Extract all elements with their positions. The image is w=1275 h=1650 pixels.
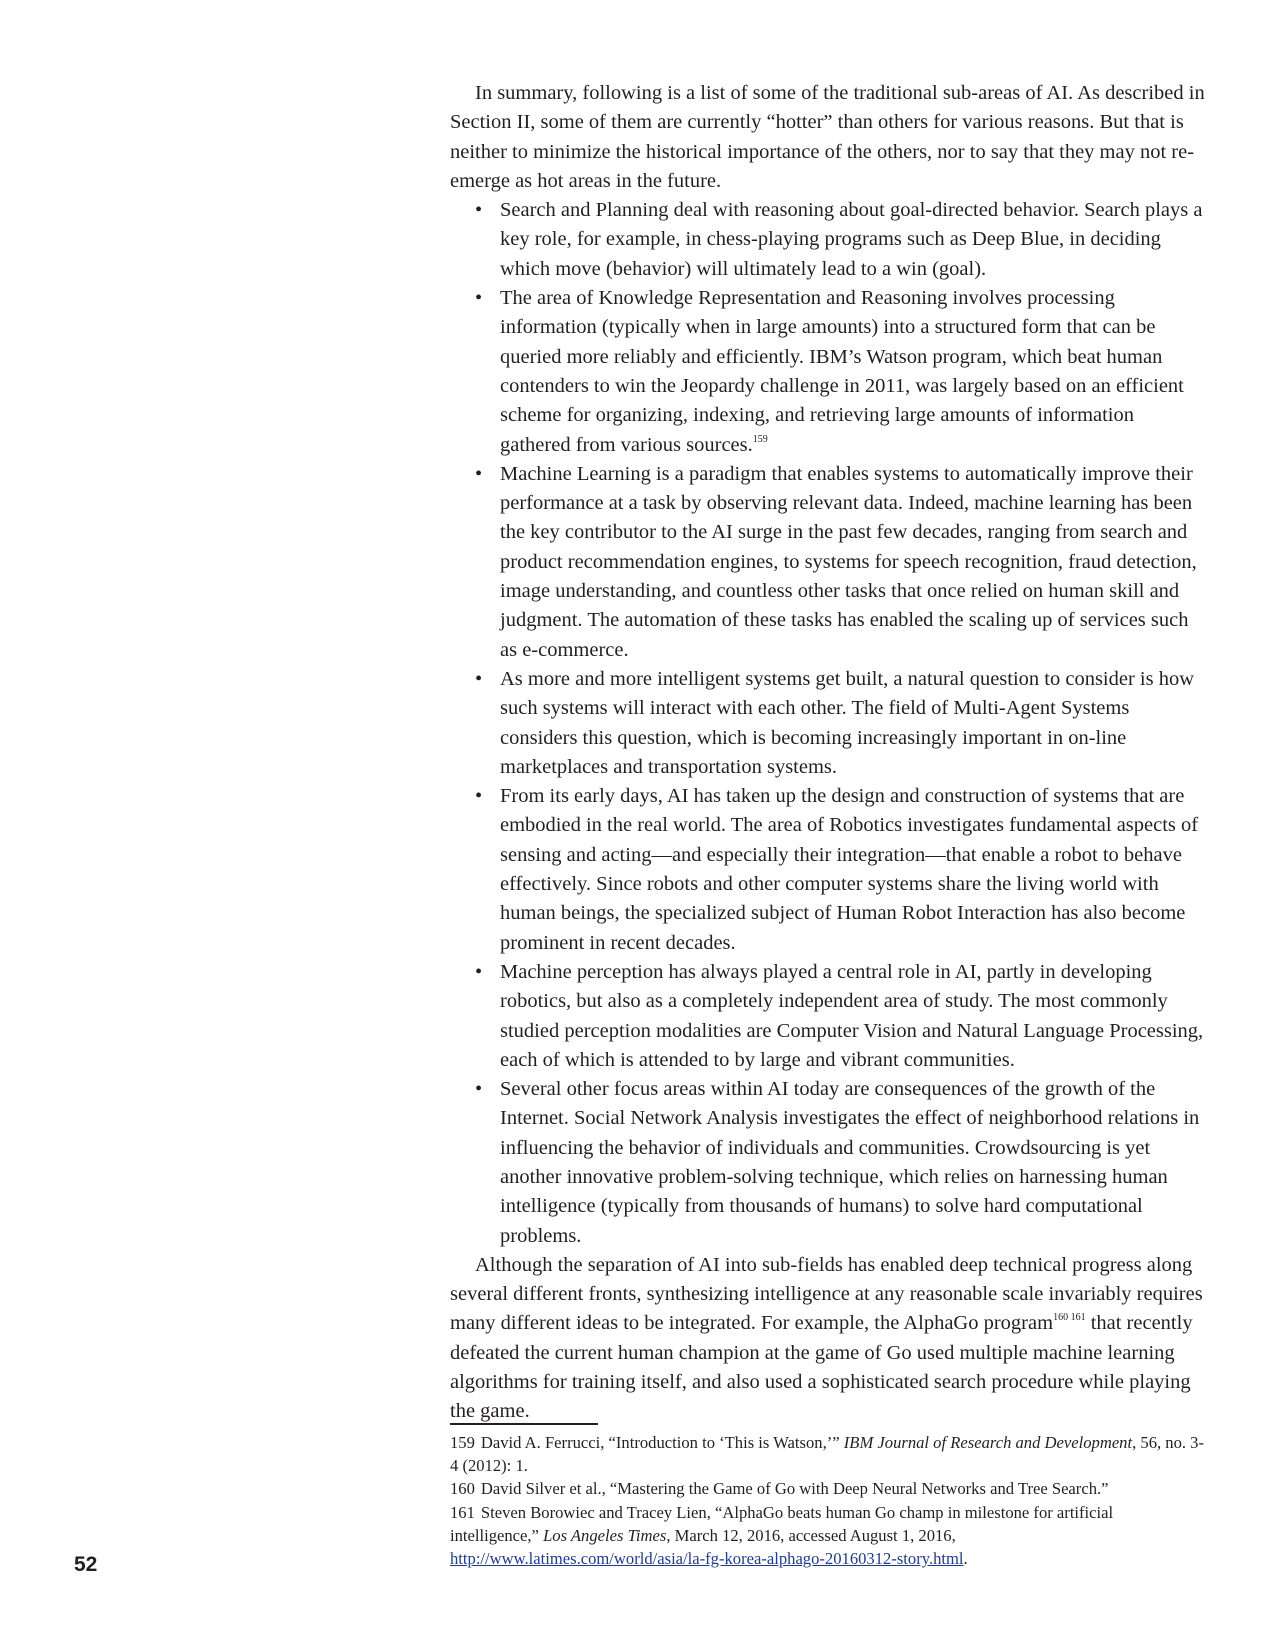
closing-text-end: that recently defeated the current human champion at the game of Go used multiple machine learning algorithms for training itself, and also used a sophisticated search procedure while playing the game. — [450, 1312, 1193, 1423]
list-item-text: From its early days, AI has taken up the design and construction of systems that are embodied in the real world. The area of Robotics investigates fundamental aspects of sensing and acting—and especially their integration—that enable a robot to behave effectively. Since robots and other computer systems share the living world with human beings, the specialized subject of Human Robot Interaction has also become prominent in recent decades. — [500, 785, 1199, 954]
bullet-icon: • — [475, 287, 483, 310]
list-item — [475, 284, 1205, 460]
footnote-period: . — [963, 1549, 968, 1569]
bullet-icon: • — [475, 199, 483, 222]
newspaper-title: Los Angeles Times — [543, 1525, 667, 1545]
journal-title: IBM Journal of Research and Development — [843, 1433, 1133, 1452]
list-item — [475, 460, 1205, 665]
bullet-icon: • — [475, 1078, 483, 1101]
footnote-number: 161 — [450, 1502, 475, 1522]
footnote-ref[interactable]: 160 161 — [1053, 1312, 1086, 1324]
list-item — [475, 196, 1205, 284]
footnote-divider — [450, 1423, 598, 1425]
footnote-text: David A. Ferrucci, “Introduction to ‘This is Watson,’” — [480, 1433, 844, 1452]
footnote-ref[interactable]: 159 — [752, 433, 768, 445]
list-item — [475, 1075, 1205, 1251]
article-link[interactable]: http://www.latimes.com/world/asia/la-fg-korea-alphago-20160312-story.html — [450, 1549, 964, 1569]
footnote-text: Steven Borowiec and Tracey Lien, “AlphaGo beats human Go champ in milestone for artificial intelligence,” — [450, 1502, 1114, 1545]
footnote-160 — [450, 1477, 1205, 1500]
footnotes — [450, 1431, 1205, 1570]
list-item-text: Machine Learning is a paradigm that enables systems to automatically improve their performance at a task by observing relevant data. Indeed, machine learning has been the key contributor to the AI surge in the past few decades, ranging from search and product recommendation engines, to systems for speech recognition, fraud detection, image understanding, and countless other tasks that once relied on human skill and judgment. The automation of these tasks has enabled the scaling up of services such as e-commerce. — [500, 462, 1197, 661]
closing-text-start: Although the separation of AI into sub-fields has enabled deep technical progress along several different fronts, synthesizing intelligence at any reasonable scale invariably requires many different ideas to be integrated. For example, the AlphaGo program — [450, 1253, 1203, 1335]
closing-paragraph — [450, 1251, 1205, 1427]
ai-subareas-list — [450, 196, 1205, 1251]
bullet-icon: • — [475, 785, 483, 808]
list-item — [475, 958, 1205, 1075]
intro-paragraph: In summary, following is a list of some of the traditional sub-areas of AI. As described in Section II, some of them are currently “hotter” than others for various reasons. But that is neither to minimize the historical importance of the others, nor to say that they may not re-emerge as hot areas in the future. — [450, 82, 1205, 192]
footnote-text: , March 12, 2016, accessed August 1, 2016, — [666, 1525, 956, 1545]
list-item-text: As more and more intelligent systems get built, a natural question to consider is how such systems will interact with each other. The field of Multi-Agent Systems considers this question, which is becoming increasingly important in on-line marketplaces and transportation systems. — [500, 667, 1195, 778]
list-item-text: Several other focus areas within AI today are consequences of the growth of the Internet. Social Network Analysis investigates the effect of neighborhood relations in influencing the behavior of individuals and communities. Crowdsourcing is yet another innovative problem-solving technique, which relies on harnessing human intelligence (typically from thousands of humans) to solve hard computational problems. — [500, 1078, 1200, 1247]
bullet-icon: • — [475, 462, 483, 485]
bullet-icon: • — [475, 960, 483, 983]
list-item-text: Machine perception has always played a central role in AI, partly in developing robotics, but also as a completely independent area of study. The most commonly studied perception modalities are Computer Vision and Natural Language Processing, each of which is attended to by large and vibrant communities. — [500, 960, 1204, 1071]
list-item-text: The area of Knowledge Representation and Reasoning involves processing information (typically when in large amounts) into a structured form that can be queried more reliably and efficiently. IBM’s Watson program, which beat human contenders to win the Jeopardy challenge in 2011, was largely based on an efficient scheme for organizing, indexing, and retrieving large amounts of information gathered from various sources. — [500, 287, 1184, 456]
footnote-text: David Silver et al., “Mastering the Game of Go with Deep Neural Networks and Tree Search.” — [480, 1479, 1109, 1499]
list-item — [475, 665, 1205, 782]
page-number: 52 — [74, 1553, 98, 1576]
footnote-number: 159 — [450, 1433, 475, 1452]
footnote-number: 160 — [450, 1479, 475, 1499]
body-text — [450, 79, 1205, 1427]
footnote-159 — [450, 1431, 1205, 1477]
list-item-text: Search and Planning deal with reasoning about goal-directed behavior. Search plays a key role, for example, in chess-playing programs such as Deep Blue, in deciding which move (behavior) will ultimately lead to a win (goal). — [500, 199, 1203, 280]
footnote-text: , 56, no. 3-4 (2012): 1. — [450, 1433, 1204, 1476]
bullet-icon: • — [475, 667, 483, 690]
list-item — [475, 782, 1205, 958]
footnote-161 — [450, 1501, 1205, 1571]
